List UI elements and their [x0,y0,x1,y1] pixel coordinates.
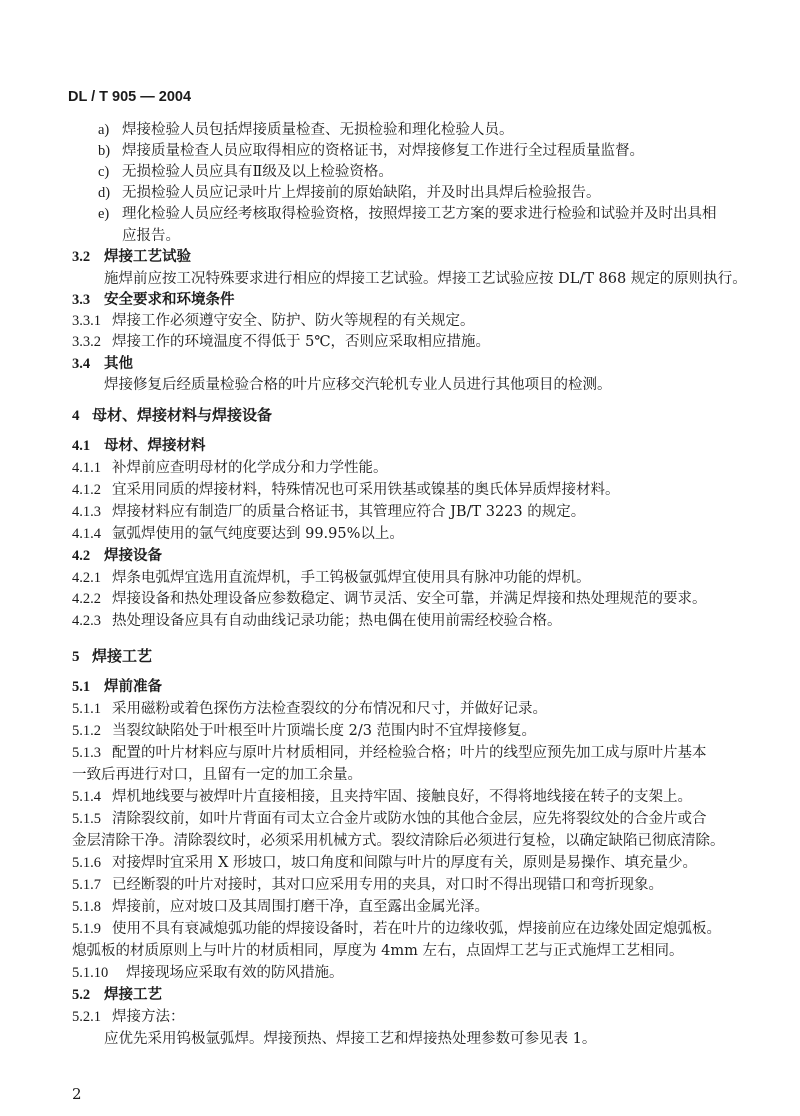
clause-number: 4.2 [72,548,91,564]
clause-4-2-2 [72,589,707,609]
clause-text: 对接焊时宜采用 X 形坡口，坡口角度和间隙与叶片的厚度有关，原则是易操作、填充量少。 [112,855,698,871]
document-code-header: DL / T 905 — 2004 [68,89,192,105]
clause-text: 热处理设备应具有自动曲线记录功能；热电偶在使用前需经校验合格。 [112,613,562,629]
clause-number: 4.1.2 [72,482,101,498]
clause-number: 3.4 [72,356,91,372]
clause-number: 4.1 [72,438,91,454]
list-label: a) [98,122,110,138]
clause-number: 5.1.3 [72,745,101,761]
clause-text: 宜采用同质的焊接材料，特殊情况也可采用铁基或镍基的奥氏体异质焊接材料。 [112,482,620,498]
clause-5-1-3-continuation: 一致后再进行对口，且留有一定的加工余量。 [72,767,362,783]
clause-title: 安全要求和环境条件 [104,291,235,308]
clause-4-1-4 [72,524,404,544]
clause-5-2-heading [72,985,162,1005]
clause-number: 5.1.1 [72,701,101,717]
list-label: d) [98,185,111,201]
clause-number: 4.2.3 [72,613,101,629]
clause-5-1-1 [72,699,547,719]
chapter-5-heading [72,646,152,666]
clause-title: 焊接工艺 [104,986,162,1003]
clause-3-4-body: 焊接修复后经质量检验合格的叶片应移交汽轮机专业人员进行其他项目的检测。 [104,377,612,393]
list-label: b) [98,143,111,159]
clause-number: 3.3 [72,292,91,308]
clause-3-3-2 [72,332,490,352]
clause-text: 焊接方法： [112,1009,185,1025]
clause-text: 清除裂纹前，如叶片背面有司太立合金片或防水蚀的其他合金层，应先将裂纹处的合金片或合 [112,811,707,827]
clause-text: 采用磁粉或着色探伤方法检查裂纹的分布情况和尺寸，并做好记录。 [112,701,547,717]
clause-5-1-5 [72,809,707,829]
clause-3-3-1 [72,311,475,331]
clause-number: 5.1.9 [72,921,101,937]
clause-5-1-4 [72,787,692,807]
list-label: e) [98,206,110,222]
clause-number: 5.1.6 [72,855,101,871]
list-item-b [98,141,644,161]
clause-number: 3.2 [72,249,91,265]
clause-5-1-2 [72,721,536,741]
clause-text: 焊接现场应采取有效的防风措施。 [126,965,344,981]
clause-4-2-heading [72,546,162,566]
chapter-number: 4 [72,408,80,424]
chapter-4-heading [72,405,272,425]
clause-4-1-3 [72,502,585,522]
clause-number: 5.2.1 [72,1009,101,1025]
clause-4-1-heading [72,436,206,456]
list-item-d [98,183,601,203]
clause-number: 5.1.5 [72,811,101,827]
list-text: 焊接质量检查人员应取得相应的资格证书，对焊接修复工作进行全过程质量监督。 [122,143,644,159]
clause-number: 4.2.2 [72,591,101,607]
clause-text: 焊接设备和热处理设备应参数稳定、调节灵活、安全可靠，并满足焊接和热处理规范的要求。 [112,591,707,607]
clause-number: 3.3.1 [72,313,101,329]
list-text: 理化检验人员应经考核取得检验资格，按照焊接工艺方案的要求进行检验和试验并及时出具相 [122,206,717,222]
clause-text: 焊条电弧焊宜选用直流焊机，手工钨极氩弧焊宜使用具有脉冲功能的焊机。 [112,570,591,586]
chapter-title: 母材、焊接材料与焊接设备 [92,406,273,424]
clause-3-3-heading [72,290,235,310]
clause-4-2-1 [72,568,591,588]
clause-number: 4.1.3 [72,504,101,520]
clause-5-1-10 [72,963,344,983]
page-number: 2 [72,1085,82,1103]
clause-5-1-8 [72,897,489,917]
clause-3-2-heading [72,247,191,267]
clause-number: 5.1.8 [72,899,101,915]
clause-title: 焊接设备 [104,547,162,564]
clause-text: 氩弧焊使用的氩气纯度要达到 99.95%以上。 [112,526,404,542]
clause-text: 焊接前，应对坡口及其周围打磨干净，直至露出金属光泽。 [112,899,489,915]
clause-4-1-1 [72,458,388,478]
clause-text: 焊接工作必须遵守安全、防护、防火等规程的有关规定。 [112,313,475,329]
clause-title: 焊前准备 [104,678,162,695]
clause-5-2-1 [72,1007,185,1027]
list-item-e-continuation: 应报告。 [122,228,180,244]
clause-title: 母材、焊接材料 [104,437,206,454]
clause-number: 4.1.4 [72,526,101,542]
clause-3-2-body: 施焊前应按工况特殊要求进行相应的焊接工艺试验。焊接工艺试验应按 DL/T 868 规定的原则执行。 [104,271,747,287]
clause-5-1-7 [72,875,663,895]
list-item-a [98,120,514,140]
list-text: 无损检验人员应具有Ⅱ级及以上检验资格。 [122,164,393,180]
clause-number: 5.1.2 [72,723,101,739]
clause-number: 5.1.4 [72,789,101,805]
clause-number: 5.1 [72,679,91,695]
clause-text: 焊接工作的环境温度不得低于 5℃，否则应采取相应措施。 [112,334,491,350]
clause-text: 配置的叶片材料应与原叶片材质相同，并经检验合格；叶片的线型应预先加工成与原叶片基本 [112,745,707,761]
clause-number: 3.3.2 [72,334,101,350]
clause-number: 4.1.1 [72,460,101,476]
clause-text: 已经断裂的叶片对接时，其对口应采用专用的夹具，对口时不得出现错口和弯折现象。 [112,877,663,893]
clause-5-1-9 [72,919,721,939]
clause-text: 焊机地线要与被焊叶片直接相接，且夹持牢固、接触良好，不得将地线接在转子的支架上。 [112,789,692,805]
clause-number: 5.2 [72,987,91,1003]
list-label: c) [98,164,110,180]
chapter-number: 5 [72,649,80,665]
clause-5-2-1-body: 应优先采用钨极氩弧焊。焊接预热、焊接工艺和焊接热处理参数可参见表 1。 [104,1031,597,1047]
chapter-title: 焊接工艺 [92,647,153,665]
clause-title: 其他 [104,355,133,372]
clause-5-1-9-continuation: 熄弧板的材质原则上与叶片的材质相同，厚度为 4mm 左右，点固焊工艺与正式施焊工艺相同。 [72,943,684,959]
list-text: 焊接检验人员包括焊接质量检查、无损检验和理化检验人员。 [122,122,514,138]
clause-5-1-6 [72,853,697,873]
clause-4-2-3 [72,611,562,631]
clause-text: 补焊前应查明母材的化学成分和力学性能。 [112,460,388,476]
clause-text: 使用不具有衰减熄弧功能的焊接设备时，若在叶片的边缘收弧，焊接前应在边缘处固定熄弧板。 [112,921,721,937]
clause-text: 当裂纹缺陷处于叶根至叶片顶端长度 2/3 范围内时不宜焊接修复。 [112,723,537,739]
clause-number: 4.2.1 [72,570,101,586]
list-item-e [98,204,717,224]
clause-3-4-heading [72,354,133,374]
clause-5-1-5-continuation: 金层清除干净。清除裂纹时，必须采用机械方式。裂纹清除后必须进行复检，以确定缺陷已彻底清除。 [72,833,725,849]
clause-4-1-2 [72,480,620,500]
list-item-c [98,162,393,182]
clause-5-1-3 [72,743,707,763]
clause-text: 焊接材料应有制造厂的质量合格证书，其管理应符合 JB/T 3223 的规定。 [112,504,586,520]
clause-title: 焊接工艺试验 [104,248,191,265]
clause-number: 5.1.10 [72,965,109,981]
clause-number: 5.1.7 [72,877,101,893]
clause-5-1-heading [72,677,162,697]
list-text: 无损检验人员应记录叶片上焊接前的原始缺陷，并及时出具焊后检验报告。 [122,185,601,201]
